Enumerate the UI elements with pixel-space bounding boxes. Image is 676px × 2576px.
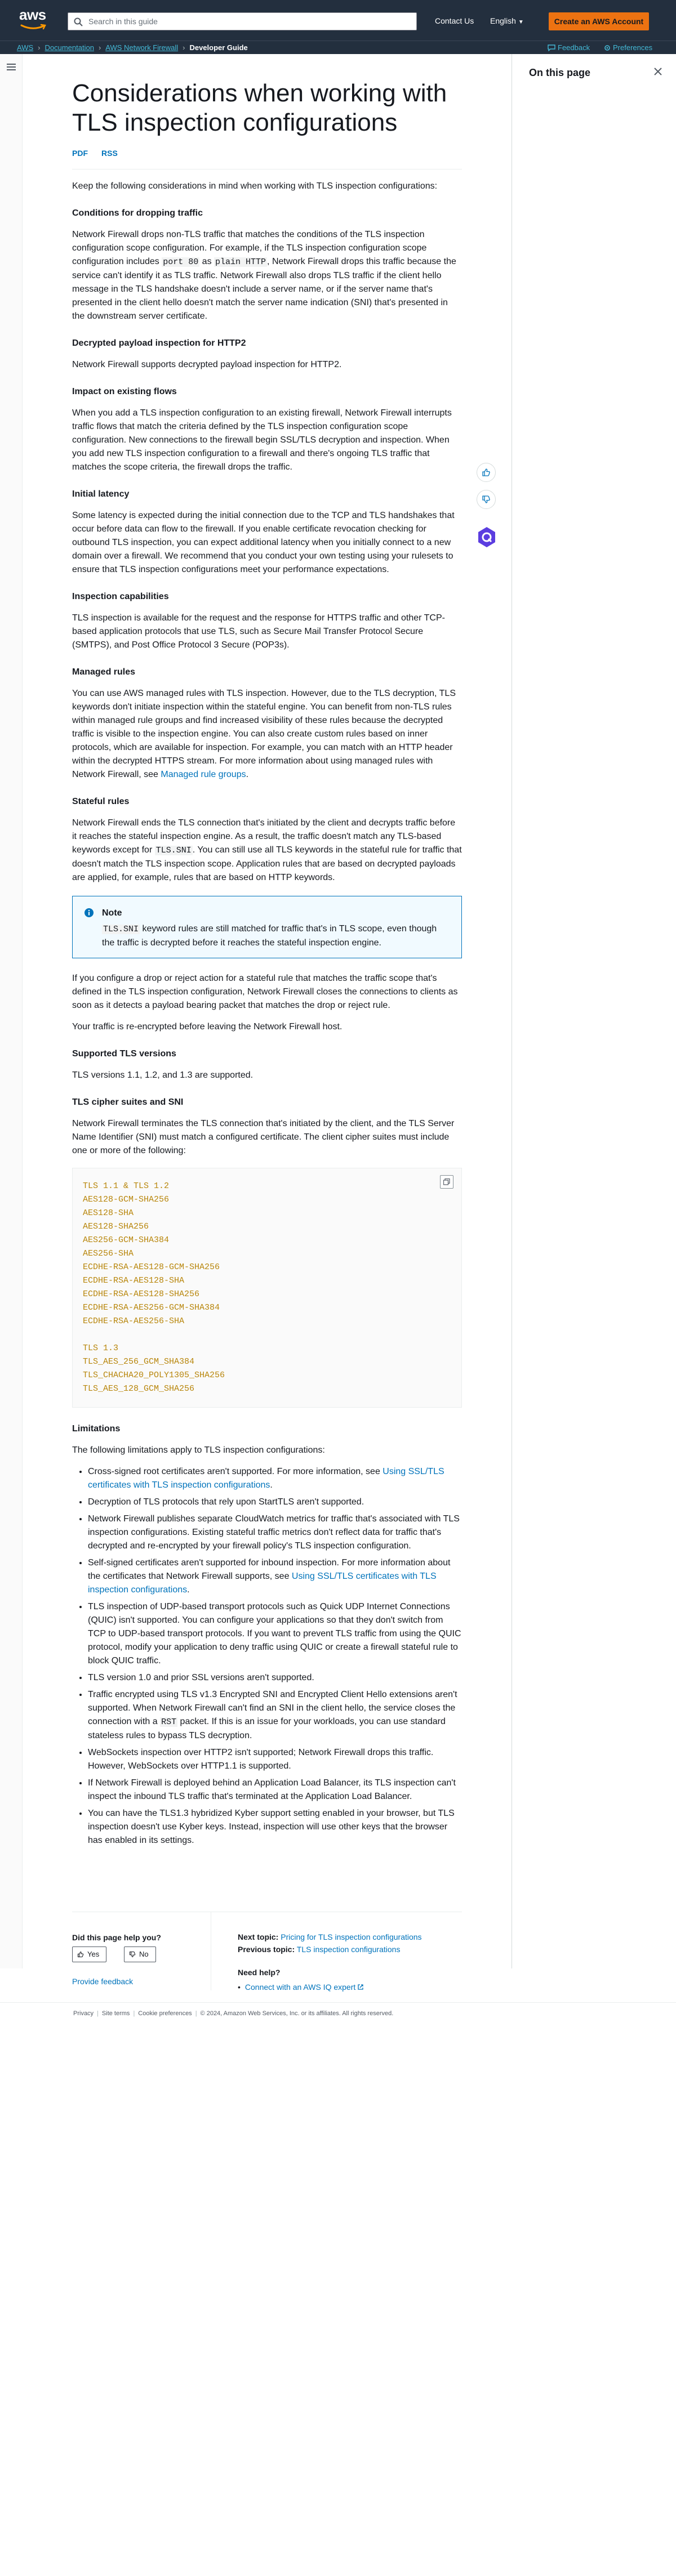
copyright-text: © 2024, Amazon Web Services, Inc. or its affiliates. All rights reserved.: [200, 2010, 394, 2017]
inline-code: TLS.SNI: [103, 925, 139, 934]
aws-iq-expert-link[interactable]: [238, 1980, 363, 1994]
text-run: Traffic encrypted using TLS v1.3 Encrypted SNI and Encrypted Client Hello extensions aren't supported. When Network Firewall can't find an SNI in the client hello, the service closes the connection with a: [88, 1690, 457, 1726]
search-icon: [74, 17, 83, 26]
thumbs-down-float-button[interactable]: [477, 490, 496, 509]
versions-paragraph: TLS versions 1.1, 1.2, and 1.3 are supported.: [72, 1070, 254, 1080]
pdf-link[interactable]: PDF: [72, 149, 88, 158]
list-item: • Network Firewall publishes separate CloudWatch metrics for traffic that's associated with TLS inspection configurations. Existing stateful traffic metrics don't reflect data for traffic that's decrypted and re-encrypted by your firewall policy's TLS inspection configuration.: [88, 1512, 462, 1553]
decrypted-paragraph: Network Firewall supports decrypted payload inspection for HTTP2.: [72, 360, 342, 369]
inline-code: plain HTTP: [215, 257, 266, 267]
stateful-paragraph: [72, 816, 462, 885]
code-line: AES256-GCM-SHA384: [83, 1235, 170, 1245]
dropping-paragraph: [72, 228, 462, 323]
amazon-q-icon[interactable]: [477, 526, 497, 548]
next-topic-link[interactable]: Pricing for TLS inspection configurations: [281, 1932, 422, 1941]
text-run: You can use AWS managed rules with TLS inspection. However, due to the TLS decryption, TLS keywords don't initiate inspection within the stateful engine. You can benefit from non-TLS rules within managed rule groups and find increased visibility of these rules because the decrypted traffic is visible to the inspection engine. You can also create custom rules based on inner protocols, which are available for inspection. For example, you can match with an HTTP header within the decrypted HTTPS stream. For more information about using managed rules with Network Firewall, see: [72, 689, 456, 779]
code-line: AES256-SHA: [83, 1249, 134, 1258]
previous-topic-label: Previous topic:: [238, 1945, 295, 1954]
managed-rule-groups-link[interactable]: Managed rule groups: [161, 770, 246, 779]
code-line: ECDHE-RSA-AES256-GCM-SHA384: [83, 1303, 220, 1312]
caret-down-icon: ▼: [518, 19, 524, 25]
close-icon[interactable]: [654, 68, 662, 75]
code-gap: [83, 1328, 451, 1342]
inline-code: port 80: [163, 257, 199, 267]
feedback-icon: [548, 44, 555, 51]
next-topic: [238, 1932, 422, 1942]
top-navigation-bar: [0, 0, 676, 41]
list-item: [88, 1556, 462, 1597]
breadcrumb-bar: [0, 41, 676, 54]
chevron-right-icon: ›: [183, 43, 185, 52]
code-line: AES128-SHA: [83, 1208, 134, 1218]
ciphers-paragraph: Network Firewall terminates the TLS connection that's initiated by the client, and the TLS Server Name Identifier (SNI) must match a configured certificate. The client cipher suites must include one or more of the following:: [72, 1119, 455, 1155]
chevron-right-icon: ›: [98, 43, 101, 52]
bullet: •: [238, 1983, 241, 1992]
section-heading-ciphers: TLS cipher suites and SNI: [72, 1097, 184, 1107]
breadcrumb-current: Developer Guide: [189, 43, 248, 52]
aws-logo[interactable]: aws: [19, 8, 51, 33]
text-run: Network Firewall ends the TLS connection that's initiated by the client and decrypts traffic before it reaches the stateful inspection engine. As a result, the traffic doesn't match any TLS-based keywords except for: [72, 818, 456, 855]
text-run: .: [270, 1480, 273, 1490]
latency-paragraph: Some latency is expected during the initial connection due to the TCP and TLS handshakes that occur before data can flow to the firewall. If you enable certificate revocation checking for outbound TLS inspection, you can expect additional latency when you initially connect to a new domain over a firewall. We recommend that you conduct your own testing using your rulesets to ensure that TLS inspection configurations meet your performance expectations.: [72, 511, 455, 574]
text-run: keyword rules are still matched for traffic that's in TLS scope, even though the traffic is decrypted before it reaches the stateful inspection engine.: [102, 924, 437, 948]
footer-links: [73, 2010, 393, 2017]
inline-code: RST: [161, 1717, 177, 1727]
code-line: ECDHE-RSA-AES128-GCM-SHA256: [83, 1262, 220, 1272]
text-run: , Network Firewall drops this traffic because the service can't identify it as TLS traffic. Network Firewall also drops TLS traffic if the client hello message in the TLS handshake doesn't include a server name, or if the server name that's presented in the client hello doesn't match the server name indication (SNI) that's presented in the downstream server certificate.: [72, 257, 456, 321]
ssl-tls-certificates-link[interactable]: Using SSL/TLS certificates with TLS inspection configurations: [88, 1467, 444, 1490]
cipher-suites-code-block: [72, 1168, 462, 1408]
list-item: • WebSockets inspection over HTTP2 isn't supported; Network Firewall drops this traffic. However, WebSockets over HTTP1.1 is supported.: [88, 1746, 462, 1773]
list-item: • Decryption of TLS protocols that rely upon StartTLS aren't supported.: [88, 1495, 462, 1509]
section-heading-stateful: Stateful rules: [72, 797, 130, 806]
note-callout: [72, 896, 462, 958]
main-content: [72, 79, 462, 1851]
copy-icon: [443, 1178, 450, 1185]
feedback-question: Did this page help you?: [72, 1933, 161, 1942]
section-heading-dropping: Conditions for dropping traffic: [72, 208, 203, 218]
code-line-tls13-header: TLS 1.3: [83, 1343, 119, 1353]
yes-button[interactable]: [72, 1946, 106, 1962]
ssl-tls-certificates-link[interactable]: Using SSL/TLS certificates with TLS inspection configurations: [88, 1572, 437, 1595]
thumbs-up-icon: [77, 1951, 84, 1958]
code-line: ECDHE-RSA-AES128-SHA: [83, 1276, 185, 1285]
intro-text: Keep the following considerations in mind when working with TLS inspection configurations:: [72, 181, 438, 191]
on-this-page-panel: [512, 54, 676, 1968]
text-run: . You can still use all TLS keywords in the stateful rule for traffic that doesn't match the TLS inspection scope. Application rules that are based on decrypted payloads are applied, for example, rules that are based on HTTP keywords.: [72, 845, 462, 882]
language-selector[interactable]: [490, 16, 524, 28]
impact-paragraph: When you add a TLS inspection configuration to an existing firewall, Network Firewall interrupts traffic flows that match the criteria defined by the TLS inspection configuration scope configuration. New connections to the firewall begin SSL/TLS decryption and inspection. When you add new TLS inspection configuration to a firewall and there's ongoing TLS traffic that matches the scope criteria, the firewall drops the traffic.: [72, 408, 452, 472]
no-button[interactable]: [124, 1946, 156, 1962]
breadcrumb-network-firewall[interactable]: AWS Network Firewall: [105, 43, 179, 52]
code-line: ECDHE-RSA-AES256-SHA: [83, 1316, 185, 1326]
separator: |: [97, 2010, 99, 2017]
doc-format-links: [72, 146, 462, 160]
note-text: [102, 922, 450, 950]
cookie-preferences-link[interactable]: Cookie preferences: [138, 2010, 192, 2017]
yes-label: Yes: [87, 1950, 100, 1958]
info-icon: [84, 908, 94, 918]
no-label: No: [139, 1950, 149, 1958]
limitations-list: [72, 1465, 462, 1847]
text-run: Cross-signed root certificates aren't supported. For more information, see: [88, 1467, 383, 1476]
section-heading-decrypted: Decrypted payload inspection for HTTP2: [72, 338, 246, 348]
need-help-title: Need help?: [238, 1968, 281, 1977]
chevron-right-icon: ›: [38, 43, 41, 52]
previous-topic-link[interactable]: TLS inspection configurations: [296, 1945, 401, 1954]
aws-iq-expert-label: Connect with an AWS IQ expert: [244, 1983, 356, 1992]
site-terms-link[interactable]: Site terms: [101, 2010, 130, 2017]
inline-code: TLS.SNI: [155, 846, 192, 855]
text-run: packet. If this is an issue for your workloads, you can use standard stateless rules to bypass TLS decryption.: [88, 1717, 446, 1740]
section-heading-versions: Supported TLS versions: [72, 1049, 176, 1059]
code-line: ECDHE-RSA-AES128-SHA256: [83, 1289, 200, 1299]
thumbs-down-icon: [129, 1951, 136, 1958]
preferences-link[interactable]: [604, 43, 652, 52]
search-box: [68, 12, 417, 30]
breadcrumb-documentation[interactable]: Documentation: [45, 43, 94, 52]
privacy-link[interactable]: Privacy: [73, 2010, 94, 2017]
feedback-label: Feedback: [558, 43, 590, 52]
managed-paragraph: [72, 687, 462, 782]
list-item: • TLS inspection of UDP-based transport protocols such as Quick UDP Internet Connections (QUIC) isn't supported. You can configure your applications so that they don't switch from TCP to UDP-based transport protocols. If you want to prevent TLS traffic from using the QUIC protocol, modify your application to deny traffic using QUIC or create a firewall stateful rule to block QUIC traffic.: [88, 1600, 462, 1668]
thumbs-up-icon: [482, 468, 491, 477]
limitations-intro: The following limitations apply to TLS inspection configurations:: [72, 1445, 325, 1455]
copy-button[interactable]: [440, 1175, 453, 1189]
hamburger-menu-icon[interactable]: [7, 63, 16, 71]
search-input[interactable]: [87, 13, 408, 30]
preferences-label: Preferences: [613, 43, 653, 52]
code-line: AES128-SHA256: [83, 1222, 149, 1231]
text-run: Network Firewall drops non-TLS traffic that matches the conditions of the TLS inspection configuration scope configuration. For example, if the TLS inspection configuration scope configuration includes: [72, 230, 427, 266]
code-line-tls12-header: TLS 1.1 & TLS 1.2: [83, 1181, 170, 1191]
section-heading-managed: Managed rules: [72, 667, 136, 677]
code-line: TLS_CHACHA20_POLY1305_SHA256: [83, 1370, 225, 1380]
note-title: Note: [102, 908, 122, 918]
page-title: Considerations when working with TLS inspection configurations: [72, 79, 447, 136]
code-line: TLS_AES_128_GCM_SHA256: [83, 1384, 195, 1394]
page-feedback-section: [72, 1912, 462, 1996]
section-heading-impact: Impact on existing flows: [72, 387, 177, 396]
on-this-page-title: On this page: [529, 67, 591, 78]
thumbs-down-icon: [482, 495, 491, 504]
code-line: TLS_AES_256_GCM_SHA384: [83, 1357, 195, 1367]
rss-link[interactable]: RSS: [101, 149, 118, 158]
separator: |: [133, 2010, 135, 2017]
contact-us-link[interactable]: Contact Us: [435, 16, 474, 25]
feedback-link[interactable]: [548, 43, 590, 52]
section-heading-capabilities: Inspection capabilities: [72, 592, 169, 601]
thumbs-up-float-button[interactable]: [477, 463, 496, 482]
text-run: Self-signed certificates aren't supported for inbound inspection. For more information about the certificates that Network Firewall supports, see: [88, 1558, 451, 1581]
external-link-icon: [358, 1984, 363, 1990]
section-heading-latency: Initial latency: [72, 489, 130, 499]
aws-smile-icon: [20, 24, 47, 30]
list-item: • You can have the TLS1.3 hybridized Kyber support setting enabled in your browser, but TLS inspection doesn't use Kyber keys. Instead, inspection will use other keys that the browser has enabled in its settings.: [88, 1807, 462, 1847]
text-run: .: [246, 770, 249, 779]
breadcrumb: [17, 43, 248, 52]
provide-feedback-link[interactable]: Provide feedback: [72, 1977, 134, 1986]
next-topic-label: Next topic:: [238, 1932, 279, 1941]
left-navigation-rail: [0, 54, 23, 1968]
text-run: .: [187, 1585, 190, 1595]
capabilities-paragraph: TLS inspection is available for the request and the response for HTTPS traffic and other TCP-based application protocols that use TLS, such as Secure Mail Transfer Protocol Secure (SMTPS), and Post Office Protocol 3 Secure (POP3s).: [72, 613, 445, 650]
gear-icon: [604, 44, 611, 51]
section-heading-limitations: Limitations: [72, 1424, 121, 1434]
list-item: [88, 1688, 462, 1743]
code-line: AES128-GCM-SHA256: [83, 1195, 170, 1204]
stateful-paragraph-3: Your traffic is re-encrypted before leaving the Network Firewall host.: [72, 1022, 343, 1032]
text-run: as: [199, 257, 215, 266]
separator: |: [195, 2010, 197, 2017]
previous-topic: [238, 1944, 400, 1954]
list-item: [88, 1465, 462, 1492]
create-account-button[interactable]: Create an AWS Account: [549, 12, 649, 30]
breadcrumb-aws[interactable]: AWS: [17, 43, 34, 52]
page-footer: [0, 2002, 676, 2024]
stateful-paragraph-2: If you configure a drop or reject action for a stateful rule that matches the traffic scope that's defined in the TLS inspection configuration, Network Firewall closes the connections to clients as soon as it detects a payload bearing packet that matches the drop or reject rule.: [72, 974, 458, 1010]
list-item: • TLS version 1.0 and prior SSL versions aren't supported.: [88, 1671, 462, 1685]
language-label: English: [490, 16, 516, 25]
list-item: • If Network Firewall is deployed behind an Application Load Balancer, its TLS inspection can't inspect the inbound TLS traffic that's terminated at the Application Load Balancer.: [88, 1776, 462, 1803]
